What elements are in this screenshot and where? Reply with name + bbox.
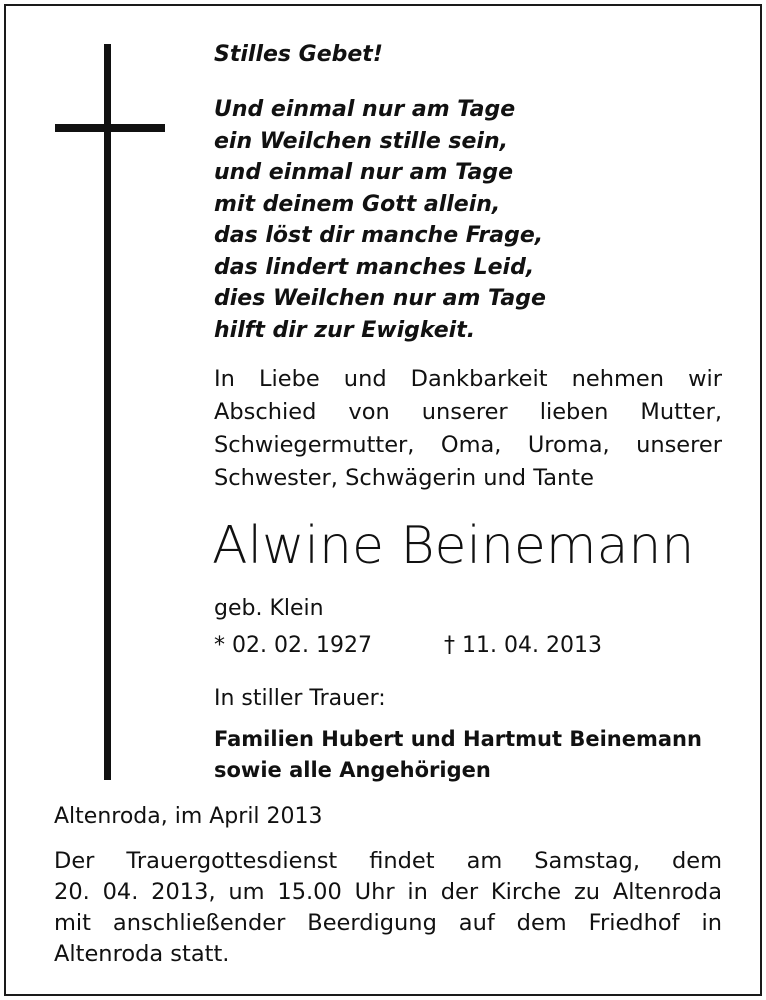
poem-line: das lindert manches Leid, bbox=[214, 254, 535, 280]
intro-line: Schwiegermutter, Oma, Uroma, unserer bbox=[214, 432, 722, 458]
mourning-label: In stiller Trauer: bbox=[214, 686, 386, 711]
service-line: Altenroda statt. bbox=[54, 941, 230, 967]
intro-text bbox=[214, 363, 722, 495]
cross-vertical-bar bbox=[104, 44, 111, 780]
death-date: † 11. 04. 2013 bbox=[444, 633, 602, 658]
service-line: Der Trauergottesdienst findet am Samstag, dem bbox=[54, 848, 722, 874]
obituary-frame bbox=[4, 4, 762, 996]
poem-line: ein Weilchen stille sein, bbox=[214, 128, 508, 154]
mourner-line: Familien Hubert und Hartmut Beinemann bbox=[214, 727, 702, 751]
mourner-families bbox=[214, 724, 702, 786]
deceased-name: Alwine Beinemann bbox=[212, 516, 695, 576]
intro-line: Abschied von unserer lieben Mutter, bbox=[214, 399, 722, 425]
intro-line: In Liebe und Dankbarkeit nehmen wir bbox=[214, 366, 722, 392]
poem-line: mit deinem Gott allein, bbox=[214, 191, 501, 217]
poem-line: dies Weilchen nur am Tage bbox=[214, 286, 546, 311]
prayer-title: Stilles Gebet! bbox=[214, 42, 383, 67]
service-text bbox=[54, 846, 722, 970]
poem-line: hilft dir zur Ewigkeit. bbox=[214, 317, 476, 343]
prayer-poem bbox=[214, 94, 546, 346]
mourner-line: sowie alle Angehörigen bbox=[214, 758, 491, 782]
intro-line: Schwester, Schwägerin und Tante bbox=[214, 465, 594, 491]
place-date: Altenroda, im April 2013 bbox=[54, 804, 323, 829]
poem-line: Und einmal nur am Tage bbox=[214, 97, 516, 122]
service-line: mit anschließender Beerdigung auf dem Friedhof in bbox=[54, 910, 722, 936]
birth-date: * 02. 02. 1927 bbox=[214, 633, 372, 658]
cross-horizontal-bar bbox=[55, 124, 165, 132]
poem-line: und einmal nur am Tage bbox=[214, 160, 513, 185]
service-line: 20. 04. 2013, um 15.00 Uhr in der Kirche zu Altenroda bbox=[54, 879, 722, 905]
maiden-name: geb. Klein bbox=[214, 596, 324, 621]
poem-line: das löst dir manche Frage, bbox=[214, 223, 544, 248]
